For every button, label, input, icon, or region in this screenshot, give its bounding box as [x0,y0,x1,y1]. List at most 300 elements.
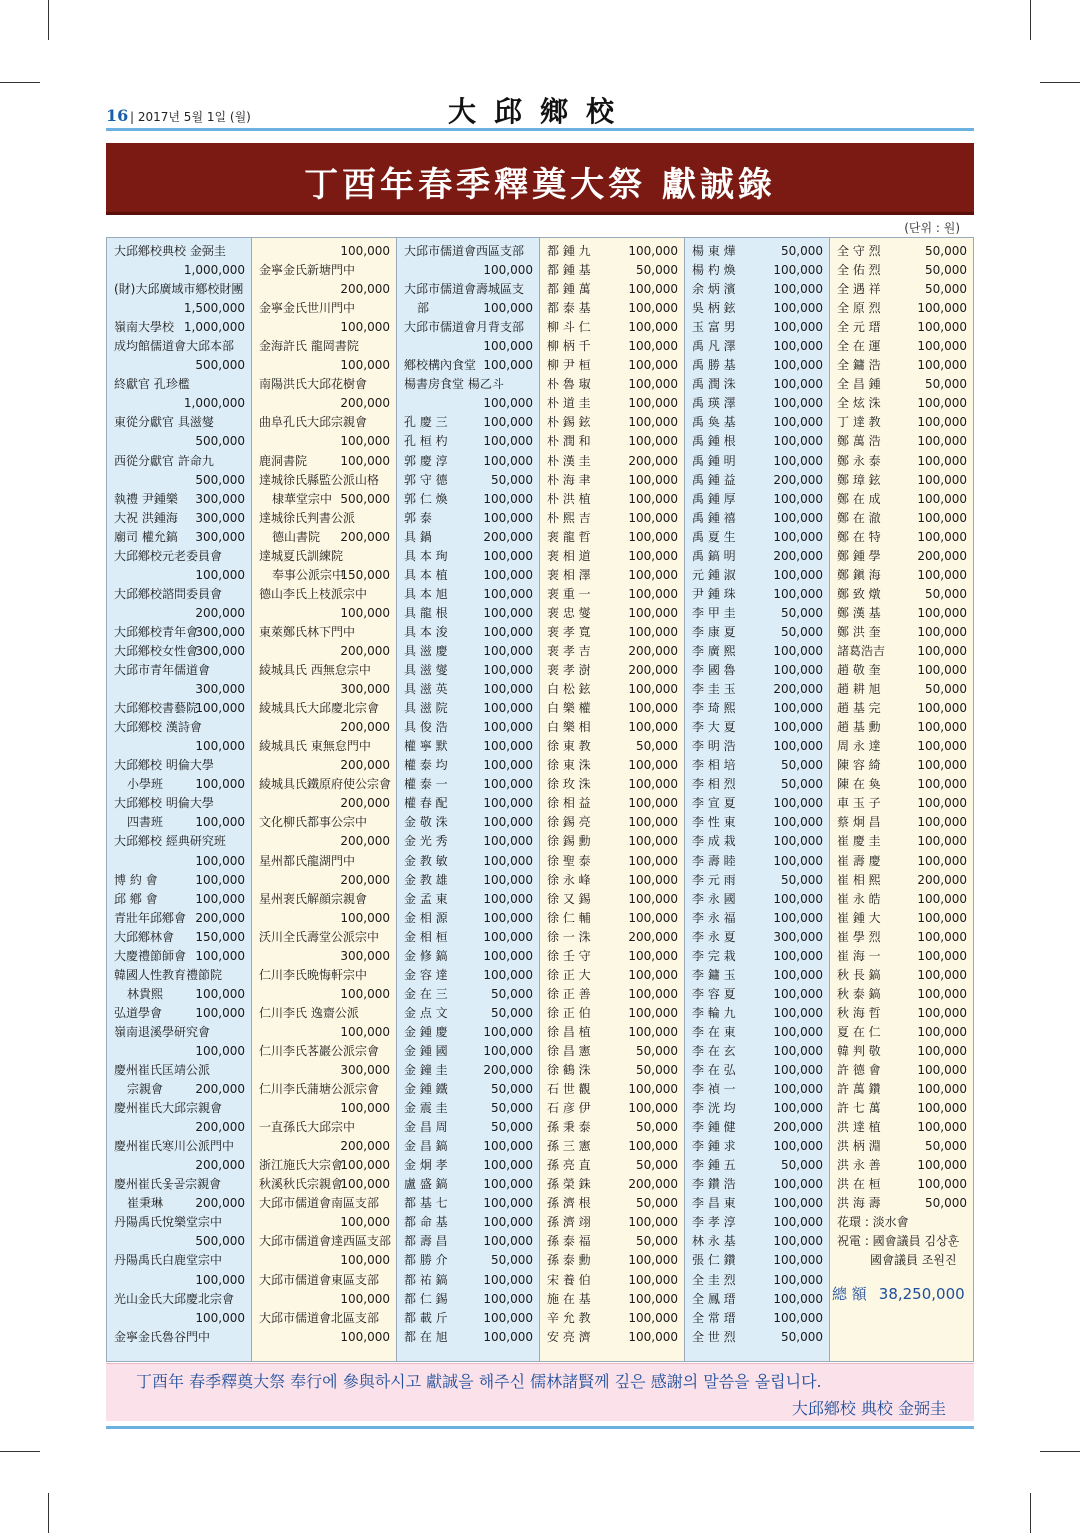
donor-name: 孫 泰 勳 [547,1253,591,1268]
donor-row [107,471,251,490]
donor-name: 柳 尹 桓 [547,358,591,373]
donor-amount: 200,000 [195,1082,245,1097]
donor-name: 林 永 基 [692,1234,736,1249]
donor-name: 金 光 秀 [404,834,448,849]
donor-row [685,528,829,547]
donor-name: 全 世 烈 [692,1329,736,1344]
donor-amount: 50,000 [925,1196,967,1211]
donor-amount: 100,000 [917,834,967,849]
donor-amount: 100,000 [340,1291,390,1306]
donor-row [107,547,251,566]
donor-name: 李 輪 九 [692,1005,736,1020]
donor-row [685,1232,829,1251]
donor-amount: 100,000 [917,929,967,944]
donor-amount: 200,000 [340,1139,390,1154]
donor-amount: 100,000 [628,567,678,582]
donor-amount: 100,000 [483,415,533,430]
donor-name: 朴 洪 植 [547,491,591,506]
donor-row [252,337,396,356]
donor-row [540,299,684,318]
donor-amount: 100,000 [917,643,967,658]
donor-row [830,985,973,1004]
donor-row [252,604,396,623]
donor-name: 禹 鍾 禧 [692,510,736,525]
donor-row [830,490,973,509]
donor-amount: 100,000 [483,777,533,792]
donor-name: 具 鍋 [404,529,432,544]
donor-row [830,509,973,528]
donor-amount: 200,000 [773,548,823,563]
donor-amount: 100,000 [195,815,245,830]
donor-amount: 100,000 [195,777,245,792]
donor-name: 權 泰 均 [404,758,448,773]
donor-amount: 100,000 [483,1291,533,1306]
donor-amount: 100,000 [628,244,678,258]
donor-row [397,718,539,737]
donor-row [107,1156,251,1175]
donor-name: 安 亮 濟 [547,1329,591,1344]
donor-amount: 100,000 [340,244,390,258]
donor-amount: 100,000 [628,758,678,773]
donor-amount: 100,000 [483,491,533,506]
donor-row [540,966,684,985]
donor-row [830,280,973,299]
donor-name: 施 在 基 [547,1291,591,1306]
donor-amount: 100,000 [773,396,823,411]
donor-name: 德山書院 [272,529,321,544]
donor-row [252,680,396,699]
donor-row [685,1213,829,1232]
donor-row [685,318,829,337]
donor-name: 光山金氏大邱慶北宗會 [114,1291,235,1306]
donor-row [685,680,829,699]
donor-row [830,1023,973,1042]
donor-row [107,1118,251,1137]
donor-name: 李 廣 熙 [692,643,736,658]
donor-name: 南陽洪氏大邱花樹會 [259,377,368,392]
donor-name: 朴 熙 吉 [547,510,591,525]
donor-amount: 100,000 [340,358,390,373]
donor-row [830,1175,973,1194]
donor-row [397,356,539,375]
donor-row [685,737,829,756]
donor-name: 裵 重 一 [547,586,591,601]
donor-name: 李 禎 一 [692,1082,736,1097]
donor-name: 徐 永 峰 [547,872,591,887]
donor-row [540,452,684,471]
donor-amount: 50,000 [781,1329,823,1344]
donor-row [107,1137,251,1156]
donor-amount: 100,000 [195,1272,245,1287]
donor-amount: 100,000 [917,701,967,716]
donor-row [107,623,251,642]
donor-amount: 100,000 [773,891,823,906]
donor-amount: 100,000 [483,834,533,849]
donor-name: 西從分獻官 許命九 [114,453,214,468]
donor-name: 全 圭 烈 [692,1272,736,1287]
donor-row [107,585,251,604]
donor-row [830,261,973,280]
donor-row [685,966,829,985]
donor-amount: 100,000 [917,815,967,830]
donor-row [107,1099,251,1118]
donor-row [540,871,684,890]
donor-amount: 100,000 [773,567,823,582]
donor-name: 慶州崔氏寒川公派門中 [114,1139,235,1154]
donor-row [107,699,251,718]
donor-name: 徐 相 益 [547,796,591,811]
donor-name: 崔 永 皓 [837,891,881,906]
donor-row [685,1290,829,1309]
donor-row [830,871,973,890]
donor-amount: 100,000 [628,1082,678,1097]
donor-amount: 100,000 [483,967,533,982]
donor-name: 許 七 萬 [837,1101,881,1116]
donor-row [540,1251,684,1270]
donor-name: 洪 達 植 [837,1120,881,1135]
donor-amount: 50,000 [781,777,823,792]
donor-amount: 100,000 [628,796,678,811]
page-number: 16 [106,106,129,125]
donor-row [830,394,973,413]
donor-name: 大邱鄕林會 [114,929,175,944]
donor-amount: 500,000 [195,434,245,449]
donor-amount: 100,000 [628,1329,678,1344]
donor-amount: 50,000 [925,682,967,697]
donor-name: 禹 鍾 根 [692,434,736,449]
donor-amount: 300,000 [195,510,245,525]
donor-row [540,699,684,718]
donor-name: 大邱市儒道會北區支部 [259,1310,380,1325]
donor-row [830,452,973,471]
donor-row [252,775,396,794]
donor-amount: 100,000 [628,282,678,297]
donor-row [685,471,829,490]
donor-amount: 100,000 [917,853,967,868]
donor-row [685,813,829,832]
donor-row [252,585,396,604]
donor-name: 徐 壬 守 [547,948,591,963]
donor-row [685,756,829,775]
donor-name: 吳 柄 鉉 [692,301,736,316]
donor-name: 裵 孝 寬 [547,624,591,639]
donor-row [540,947,684,966]
donor-name: 大邱市儒道會南區支部 [259,1196,380,1211]
donor-amount: 100,000 [483,567,533,582]
donor-row [685,775,829,794]
donor-amount: 100,000 [195,986,245,1001]
donor-amount: 100,000 [628,834,678,849]
donor-name: 孫 秉 泰 [547,1120,591,1135]
donor-name: 禹 鍾 益 [692,472,736,487]
donor-table [106,237,974,1362]
donor-amount: 100,000 [483,586,533,601]
donor-name: 禹 凡 澤 [692,339,736,354]
donor-name: 李 國 魯 [692,663,736,678]
donor-row [830,680,973,699]
donor-amount: 100,000 [195,567,245,582]
donor-name: 郭 仁 煥 [404,491,448,506]
donor-amount: 200,000 [340,396,390,411]
donor-column-5 [685,238,830,1361]
crop-mark-top-right-h [1040,82,1080,83]
donor-amount: 100,000 [773,1310,823,1325]
donor-amount: 300,000 [340,682,390,697]
donor-row [540,794,684,813]
donor-row [540,356,684,375]
donor-amount: 100,000 [483,853,533,868]
donor-name: 都 鍾 萬 [547,282,591,297]
donor-amount: 200,000 [195,910,245,925]
donor-row [830,1156,973,1175]
crop-mark-bottom-left-h [0,1451,40,1452]
donor-row [685,947,829,966]
donor-name: 全 鳳 瑨 [692,1291,736,1306]
donor-amount: 300,000 [340,948,390,963]
donor-name: 大邱鄕校 明倫大學 [114,796,214,811]
donor-amount: 500,000 [195,472,245,487]
donor-amount: 100,000 [195,948,245,963]
donor-amount: 100,000 [773,320,823,335]
donor-name: 沃川全氏壽堂公派宗中 [259,929,380,944]
donor-amount: 50,000 [636,1120,678,1135]
donor-amount: 150,000 [195,929,245,944]
donor-amount: 100,000 [917,739,967,754]
donor-amount: 100,000 [773,910,823,925]
donor-row [685,1194,829,1213]
donor-name: 孫 泰 福 [547,1234,591,1249]
donor-name: 禹 鍾 厚 [692,491,736,506]
donor-row [252,356,396,375]
donor-row [685,794,829,813]
donor-amount: 100,000 [628,1005,678,1020]
donor-row [397,1213,539,1232]
donor-name: 具 滋 慶 [404,643,448,658]
donor-row [252,1156,396,1175]
donor-name: 大邱鄕校典校 金弼圭 [114,244,226,258]
donor-row [540,1004,684,1023]
donor-amount: 100,000 [773,701,823,716]
donor-name: 李 圭 玉 [692,682,736,697]
donor-row [540,832,684,851]
donor-row [107,490,251,509]
donor-name: 具 滋 院 [404,701,448,716]
donor-row [397,1175,539,1194]
donor-row [107,432,251,451]
donor-name: 金 鍾 慶 [404,1024,448,1039]
donor-name: 大邱鄕校 經典研究班 [114,834,226,849]
donor-name: 都 鍾 九 [547,244,591,258]
donor-amount: 100,000 [628,1291,678,1306]
donor-row [397,794,539,813]
donor-row [685,547,829,566]
donor-row [685,928,829,947]
donor-name: 李 永 夏 [692,929,736,944]
donor-row [397,1251,539,1270]
donor-amount: 50,000 [925,377,967,392]
donor-row [397,890,539,909]
donor-amount: 100,000 [483,1043,533,1058]
donor-name: 全 守 烈 [837,244,881,258]
donor-row [540,1137,684,1156]
donor-amount: 100,000 [917,472,967,487]
donor-amount: 50,000 [491,1120,533,1135]
donor-row [397,337,539,356]
donor-row [685,280,829,299]
donor-amount: 100,000 [483,548,533,563]
donor-amount: 100,000 [628,682,678,697]
donor-row [252,1328,396,1347]
donor-name: 全 在 運 [837,339,881,354]
donor-name: 星州都氏龍湖門中 [259,853,356,868]
donor-amount: 200,000 [628,929,678,944]
donor-amount: 100,000 [340,1215,390,1230]
donor-row [685,337,829,356]
donor-amount: 300,000 [195,682,245,697]
donor-name: 趙 基 完 [837,701,881,716]
donor-row [540,1023,684,1042]
donor-row [252,871,396,890]
donor-row [107,604,251,623]
donor-amount: 50,000 [636,263,678,278]
donor-name: 達城徐氏縣監公派山格 [259,472,380,487]
donor-name: 金 炯 孝 [404,1158,448,1173]
donor-amount: 100,000 [628,510,678,525]
donor-amount: 100,000 [773,282,823,297]
donor-amount: 100,000 [483,758,533,773]
donor-row [107,394,251,413]
donor-row [397,432,539,451]
donor-row [540,737,684,756]
donor-row [107,1232,251,1251]
donor-name: 徐 仁 輔 [547,910,591,925]
donor-row [252,490,396,509]
donor-row [397,528,539,547]
donor-amount: 100,000 [773,1215,823,1230]
donor-row [685,832,829,851]
donor-row [252,1099,396,1118]
donor-amount: 200,000 [483,529,533,544]
donor-row [397,318,539,337]
donor-row [540,852,684,871]
donor-row [830,547,973,566]
donor-row [830,890,973,909]
donor-row [685,1309,829,1328]
donor-amount: 100,000 [773,853,823,868]
donor-name: 曲阜孔氏大邱宗親會 [259,415,368,430]
donor-row [830,661,973,680]
donor-row [397,1118,539,1137]
donor-name: 金 相 桓 [404,929,448,944]
donor-name: 金 震 圭 [404,1101,448,1116]
donor-amount: 100,000 [195,701,245,716]
donor-amount: 100,000 [483,910,533,925]
donor-name: 一直孫氏大邱宗中 [259,1120,356,1135]
donor-name: 裵 忠 燮 [547,605,591,620]
donor-name: 趙 基 勳 [837,720,881,735]
donor-name: 慶州崔氏大邱宗親會 [114,1101,223,1116]
donor-row [252,1004,396,1023]
donor-row [685,1156,829,1175]
donor-name: 李 鍾 健 [692,1120,736,1135]
donor-row [107,1023,251,1042]
donor-row [252,1213,396,1232]
donor-amount: 100,000 [917,320,967,335]
donor-amount: 50,000 [636,739,678,754]
donor-name: 大邱鄕校青年會 [114,624,199,639]
donor-name: 大邱市儒道會東區支部 [259,1272,380,1287]
donor-amount: 100,000 [483,453,533,468]
donor-row [107,1194,251,1213]
donor-name: 禹 勝 基 [692,358,736,373]
donor-row [107,794,251,813]
donor-row [685,661,829,680]
donor-row [107,871,251,890]
donor-row [540,623,684,642]
donor-amount: 100,000 [628,377,678,392]
donor-name: 洪 柄 淵 [837,1139,881,1154]
donor-name: 都 泰 基 [547,301,591,316]
donor-amount: 100,000 [917,967,967,982]
donor-name: 徐 錫 亮 [547,815,591,830]
donor-name: 金寧金氏世川門中 [259,301,356,316]
donor-name: 大邱鄕校元老委員會 [114,548,223,563]
donor-name: 崔秉琳 [127,1196,164,1211]
donor-row [397,585,539,604]
donor-name: 裵 相 道 [547,548,591,563]
donor-name: 徐 東 洙 [547,758,591,773]
donor-row [540,261,684,280]
donor-name: 鄭 鎭 海 [837,567,881,582]
donor-row [107,1328,251,1347]
donor-row [685,566,829,585]
donor-name: 宗親會 [127,1082,164,1097]
donor-row [830,356,973,375]
donor-amount: 100,000 [483,605,533,620]
donor-amount: 200,000 [195,1158,245,1173]
donor-name: 金寧金氏新塘門中 [259,263,356,278]
donor-row [540,337,684,356]
donor-name: 鹿洞書院 [259,453,308,468]
donor-row [107,775,251,794]
donor-row [252,890,396,909]
donor-amount: 200,000 [917,872,967,887]
donor-name: 小學班 [127,777,164,792]
donor-row [397,947,539,966]
donor-amount: 200,000 [195,605,245,620]
donor-amount: 100,000 [917,415,967,430]
donor-name: 仁川李氏茖巖公派宗會 [259,1043,380,1058]
donor-name: 達城徐氏判書公派 [259,510,356,525]
donor-amount: 100,000 [195,1005,245,1020]
donor-amount: 100,000 [917,491,967,506]
donor-row [397,1232,539,1251]
donor-row [252,794,396,813]
donor-row [830,604,973,623]
donor-row [397,661,539,680]
donor-row [107,1042,251,1061]
donor-amount: 100,000 [773,453,823,468]
donor-row [397,909,539,928]
donor-row [397,1194,539,1213]
donor-name: 崔 海 一 [837,948,881,963]
donor-row [397,1080,539,1099]
donor-row [252,623,396,642]
donor-row [252,813,396,832]
donor-name: 夏 在 仁 [837,1024,881,1039]
donor-row [397,813,539,832]
donor-row [540,813,684,832]
